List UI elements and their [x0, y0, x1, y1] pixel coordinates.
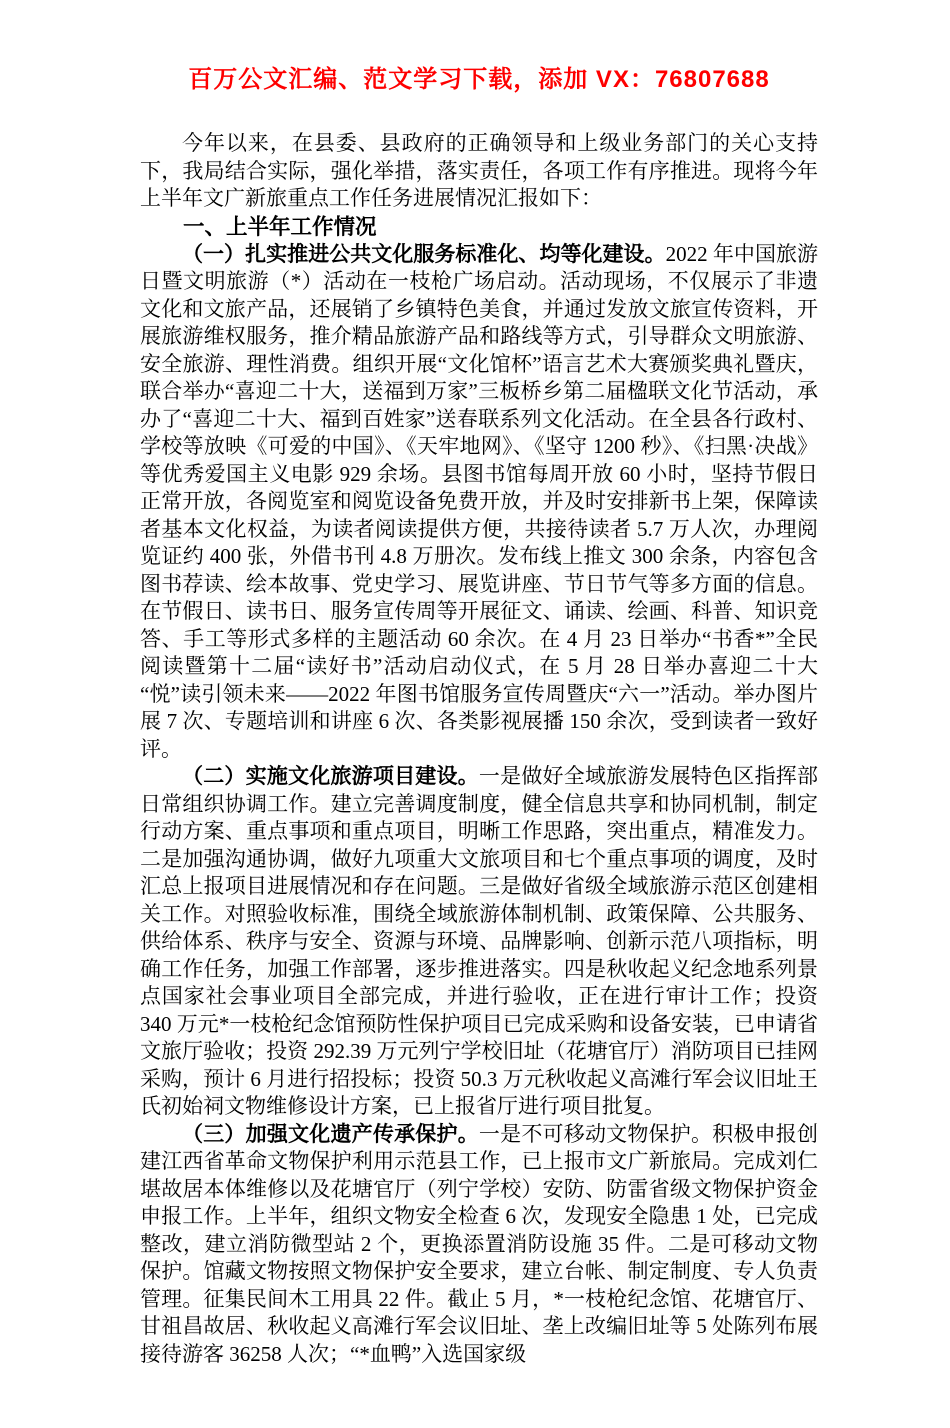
sub-section-3-text: 一是不可移动文物保护。积极申报创建江西省革命文物保护利用示范县工作，已上报市文广新旅局。完成刘仁堪故居本体维修以及花塘官厅（列宁学校）安防、防雷省级文物保护资金申报工作。上半年，组织文物安全检查 6 次，发现安全隐患 1 处，已完成整改，建立消防微型站 2 个，更换添置消防设施 35 件。二是可移动文物保护。馆藏文物按照文物保护安全要求，建立台帐、制定制度、专人负责管理。征集民间木工用具 22 件。截止 5 月，*一枝枪纪念馆、花塘官厅、甘祖昌故居、秋收起义高滩行军会议旧址、垄上改编旧址等 5 处陈列布展接待游客 36258 人次；“*血鸭”入选国家级 [140, 1121, 819, 1366]
sub-section-1-title: （一）扎实推进公共文化服务标准化、均等化建设。 [182, 241, 666, 266]
sub-section-2-title: （二）实施文化旅游项目建设。 [182, 764, 479, 788]
paragraph-sub-section-3 [140, 1121, 818, 1369]
paragraph-sub-section-1 [140, 241, 818, 764]
section-heading-first-half-year-work: 一、上半年工作情况 [183, 214, 377, 239]
sub-section-2-text: 一是做好全域旅游发展特色区指挥部日常组织协调工作。建立完善调度制度，健全信息共享和协同机制，制定行动方案、重点事项和重点项目，明晰工作思路，突出重点，精准发力。二是加强沟通协调，做好九项重大文旅项目和七个重点事项的调度，及时汇总上报项目进展情况和存在问题。三是做好省级全域旅游示范区创建相关工作。对照验收标准，围绕全域旅游体制机制、政策保障、公共服务、供给体系、秩序与安全、资源与环境、品牌影响、创新示范八项指标，明确工作任务，加强工作部署，逐步推进落实。四是秋收起义纪念地系列景点国家社会事业项目全部完成，并进行验收，正在进行审计工作；投资 340 万元*一枝枪纪念馆预防性保护项目已完成采购和设备安装，已申请省文旅厅验收；投资 292.39 万元列宁学校旧址（花塘官厅）消防项目已挂网采购，预计 6 月进行招投标；投资 50.3 万元秋收起义高滩行军会议旧址王氏初始祠文物维修设计方案，已上报省厅进行项目批复。 [140, 764, 819, 1118]
sub-section-1-text: 2022 年中国旅游日暨文明旅游（*）活动在一枝枪广场启动。活动现场，不仅展示了非遗文化和文旅产品，还展销了乡镇特色美食，并通过发放文旅宣传资料，开展旅游维权服务，推介精品旅游产品和路线等方式，引导群众文明旅游、安全旅游、理性消费。组织开展“文化馆杯”语言艺术大赛颁奖典礼暨庆，联合举办“喜迎二十大，送福到万家”三板桥乡第二届楹联文化节活动，承办了“喜迎二十大、福到百姓家”送春联系列文化活动。在全县各行政村、学校等放映《可爱的中国》、《天牢地网》、《坚守 1200 秒》、《扫黑·决战》等优秀爱国主义电影 929 余场。县图书馆每周开放 60 小时，坚持节假日正常开放，各阅览室和阅览设备免费开放，并及时安排新书上架，保障读者基本文化权益，为读者阅读提供方便，共接待读者 5.7 万人次，办理阅览证约 400 张，外借书刊 4.8 万册次。发布线上推文 300 余条，内容包含图书荐读、绘本故事、党史学习、展览讲座、节日节气等多方面的信息。在节假日、读书日、服务宣传周等开展征文、诵读、绘画、科普、知识竞答、手工等形式多样的主题活动 60 余次。在 4 月 23 日举办“书香*”全民阅读暨第十二届“读好书”活动启动仪式，在 5 月 28 日举办喜迎二十大 “悦”读引领未来——2022 年图书馆服务宣传周暨庆“六一”活动。举办图片展 7 次、专题培训和讲座 6 次、各类影视展播 150 余次，受到读者一致好评。 [140, 241, 819, 761]
paragraph-sub-section-2 [140, 763, 818, 1121]
document-body [140, 130, 818, 1368]
sub-section-3-title: （三）加强文化遗产传承保护。 [182, 1121, 479, 1146]
promo-banner: 百万公文汇编、范文学习下载，添加 VX：76807688 [188, 66, 770, 93]
paragraph-intro: 今年以来，在县委、县政府的正确领导和上级业务部门的关心支持下，我局结合实际，强化举措，落实责任，各项工作有序推进。现将今年上半年文广新旅重点工作任务进展情况汇报如下： [140, 131, 818, 210]
